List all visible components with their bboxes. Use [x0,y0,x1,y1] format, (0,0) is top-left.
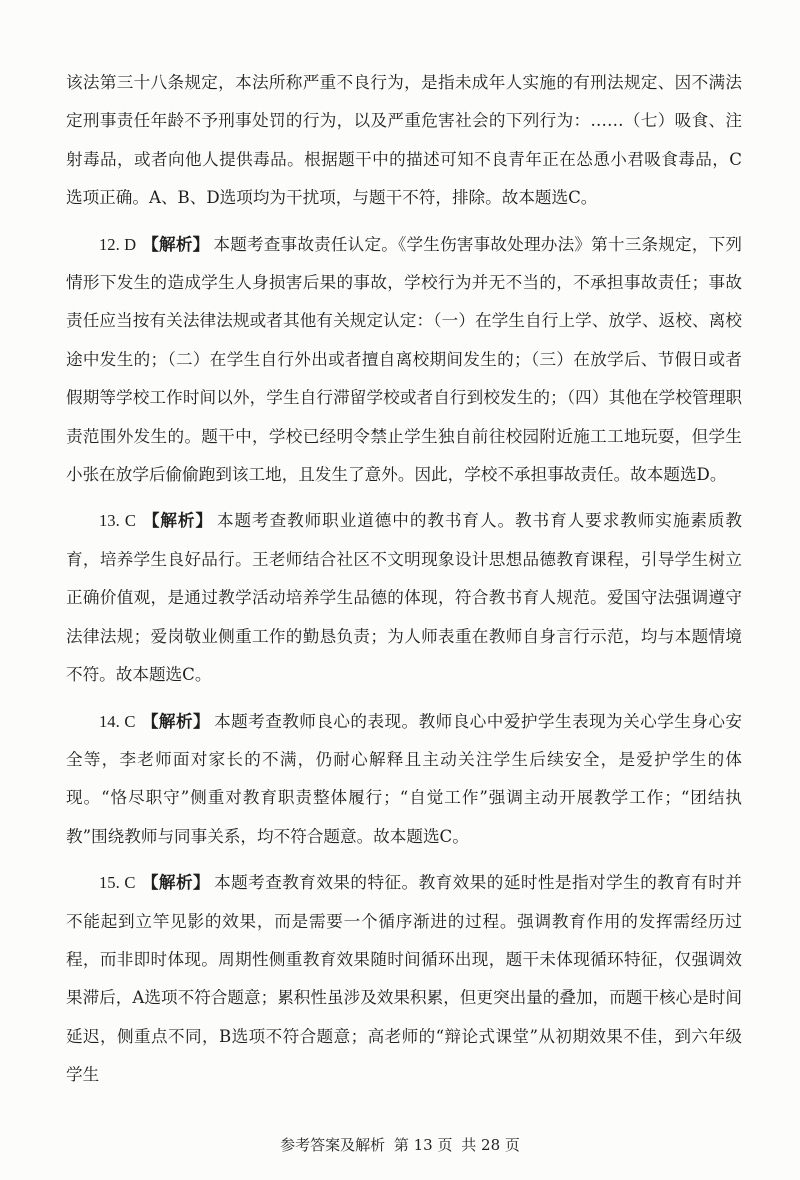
answer-item-12 [66,225,742,495]
analysis-tag: 【解析】 [142,233,210,254]
page-number: 第 13 页 [393,1136,453,1154]
total-pages: 共 28 页 [461,1136,520,1154]
analysis-tag: 【解析】 [141,510,213,531]
answer-number: 15. C [99,873,136,893]
answer-item-14 [66,702,742,857]
answer-text: 本题考查教育效果的特征。教育效果的延时性是指对学生的教育有时并不能起到立竿见影的效果，而是需要一个循序渐进的过程。强调教育作用的发挥需经历过程，而非即时体现。周期性侧重教育效果随时间循环出现，题干未体现循环特征，仅强调效果滞后，A选项不符合题意；累积性虽涉及效果积累，但更突出量的叠加，而题干核心是时间延迟，侧重点不同，B选项不符合题意；高老师的“辩论式课堂”从初期效果不佳，到六年级学生 [66,873,743,1085]
analysis-tag: 【解析】 [141,710,211,731]
answer-text: 本题考查事故责任认定。《学生伤害事故处理办法》第十三条规定，下列情形下发生的造成学生人身损害后果的事故，学校行为并无不当的，不承担事故责任；事故责任应当按有关法律法规或者其他有关规定认定：（一）在学生自行上学、放学、返校、离校途中发生的；（二）在学生自行外出或者擅自离校期间发生的；（三）在放学后、节假日或者假期等学校工作时间以外，学生自行滞留学校或者自行到校发生的；（四）其他在学校管理职责范围外发生的。题干中，学校已经明令禁止学生独自前往校园附近施工工地玩耍，但学生小张在放学后偷偷跑到该工地，且发生了意外。因此，学校不承担事故责任。故本题选D。 [66,234,743,485]
answer-number: 13. C [99,511,136,531]
answer-text: 本题考查教师良心的表现。教师良心中爱护学生表现为关心学生身心安全等，李老师面对家长的不满，仍耐心解释且主动关注学生后续安全，是爱护学生的体现。“恪尽职守”侧重对教育职责整体履行；“自觉工作”强调主动开展教学工作；“团结执教”围绕教师与同事关系，均不符合题意。故本题选C。 [66,711,743,846]
answer-number: 14. C [99,711,136,731]
answer-number: 12. D [99,234,137,254]
answer-explanations [66,64,742,1102]
answer-item-15 [66,863,742,1094]
footer-title: 参考答案及解析 [280,1136,386,1154]
page-footer [0,1134,800,1155]
answer-text: 本题考查教师职业道德中的教书育人。教书育人要求教师实施素质教育，培养学生良好品行。王老师结合社区不文明现象设计思想品德教育课程，引导学生树立正确价值观，是通过教学活动培养学生品德的体现，符合教书育人规范。爱国守法强调遵守法律法规；爱岗敬业侧重工作的勤恳负责；为人师表重在教师自身言行示范，均与本题情境不符。故本题选C。 [66,511,743,685]
answer-item-13 [66,501,742,694]
intro-paragraph: 该法第三十八条规定，本法所称严重不良行为，是指未成年人实施的有刑法规定、因不满法定刑事责任年龄不予刑事处罚的行为，以及严重危害社会的下列行为：……（七）吸食、注射毒品，或者向他人提供毒品。根据题干中的描述可知不良青年正在怂恿小君吸食毒品，C选项正确。A、B、D选项均为干扰项，与题干不符，排除。故本题选C。 [66,73,742,208]
analysis-tag: 【解析】 [141,872,211,893]
